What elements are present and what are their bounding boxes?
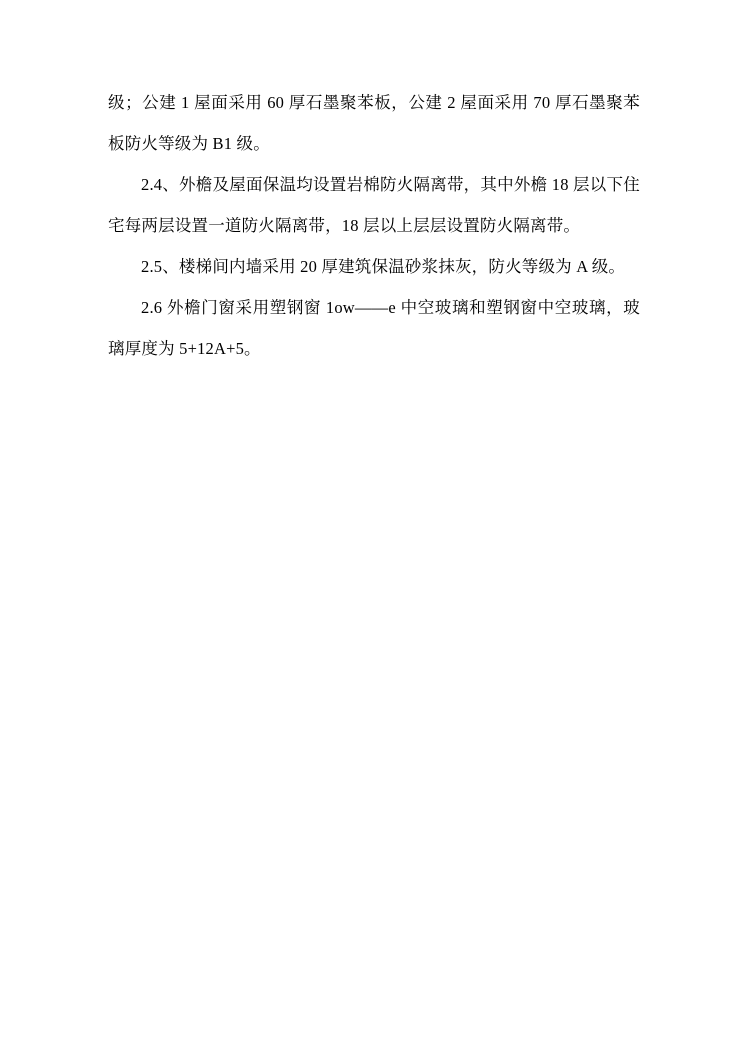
paragraph-2-5: 2.5、楼梯间内墙采用 20 厚建筑保温砂浆抹灰，防火等级为 A 级。	[141, 257, 626, 276]
paragraph-continued: 级；公建 1 屋面采用 60 厚石墨聚苯板，公建 2 屋面采用 70 厚石墨聚苯板防火等级为 B1 级。	[108, 93, 640, 153]
page-body	[108, 82, 640, 369]
paragraph-2-4: 2.4、外檐及屋面保温均设置岩棉防火隔离带，其中外檐 18 层以下住宅每两层设置一道防火隔离带，18 层以上层层设置防火隔离带。	[108, 175, 640, 235]
paragraph-2-6: 2.6 外檐门窗采用塑钢窗 1ow——e 中空玻璃和塑钢窗中空玻璃，玻璃厚度为 5+12A+5。	[108, 298, 640, 358]
